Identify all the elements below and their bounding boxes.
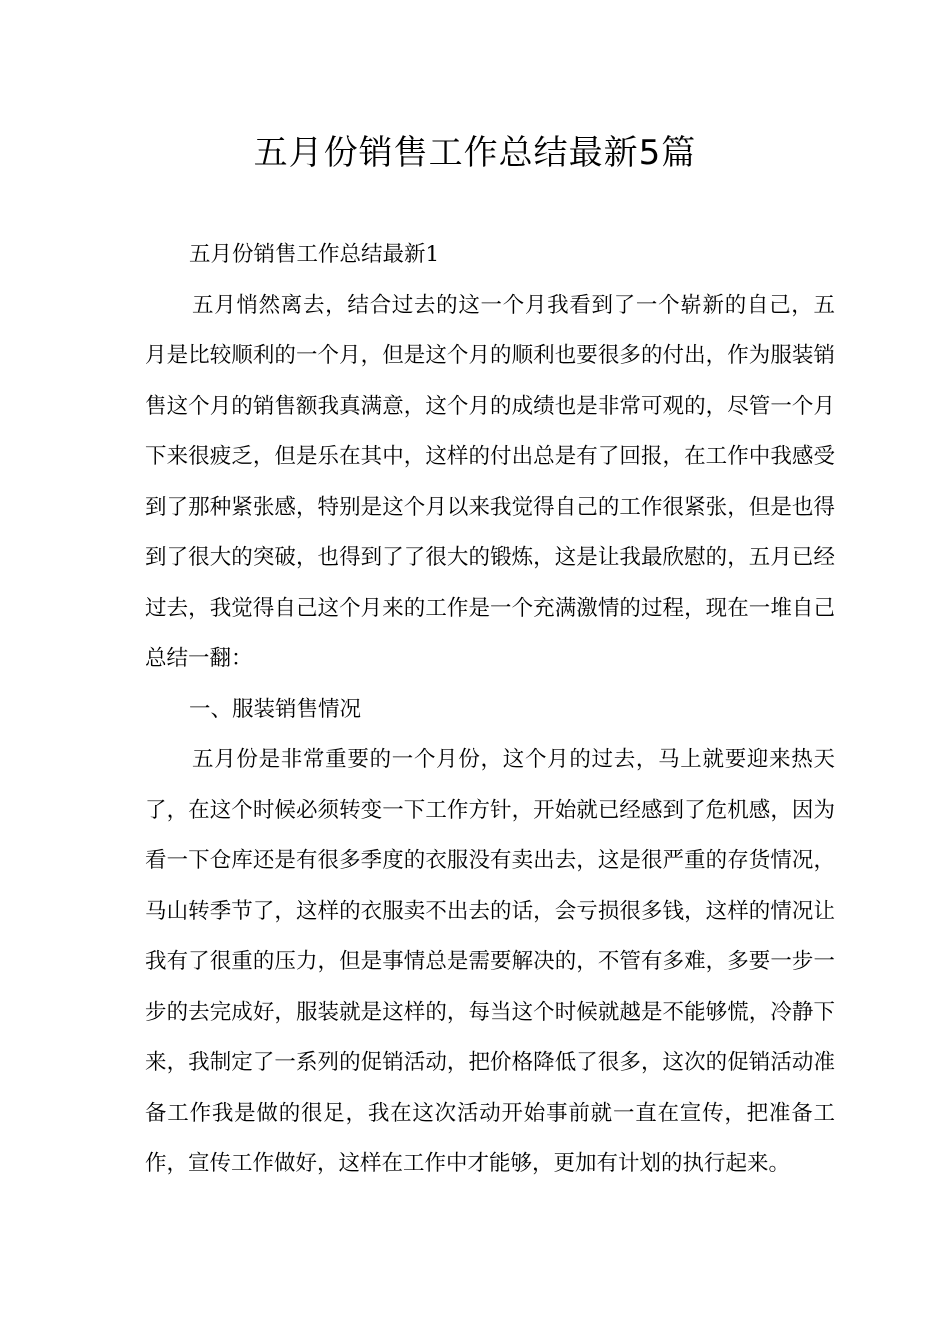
paragraph: 五月份是非常重要的一个月份，这个月的过去，马上就要迎来热天了，在这个时候必须转变一下工作方针，开始就已经感到了危机感，因为看一下仓库还是有很多季度的衣服没有卖出去，这是很严重的存货情况，马山转季节了，这样的衣服卖不出去的话，会亏损很多钱，这样的情况让我有了很重的压力，但是事情总是需要解决的，不管有多难，多要一步一步的去完成好，服装就是这样的，每当这个时候就越是不能够慌，冷静下来，我制定了一系列的促销活动，把价格降低了很多，这次的促销活动准备工作我是做的很足，我在这次活动开始事前就一直在宣传，把准备工作，宣传工作做好，这样在工作中才能够，更加有计划的执行起来。 bbox=[145, 747, 835, 1176]
paragraph: 五月悄然离去，结合过去的这一个月我看到了一个崭新的自己，五月是比较顺利的一个月，但是这个月的顺利也要很多的付出，作为服装销售这个月的销售额我真满意，这个月的成绩也是非常可观的，尽管一个月下来很疲乏，但是乐在其中，这样的付出总是有了回报，在工作中我感受到了那种紧张感，特别是这个月以来我觉得自己的工作很紧张，但是也得到了很大的突破，也得到了了很大的锻炼，这是让我最欣慰的，五月已经过去，我觉得自己这个月来的工作是一个充满激情的过程，现在一堆自己总结一翻： bbox=[145, 292, 835, 671]
section-heading: 一、服装销售情况 bbox=[189, 696, 362, 722]
section-heading: 五月份销售工作总结最新1 bbox=[189, 242, 440, 267]
document-body bbox=[145, 230, 835, 1190]
document-title: 五月份销售工作总结最新5篇 bbox=[253, 133, 697, 173]
